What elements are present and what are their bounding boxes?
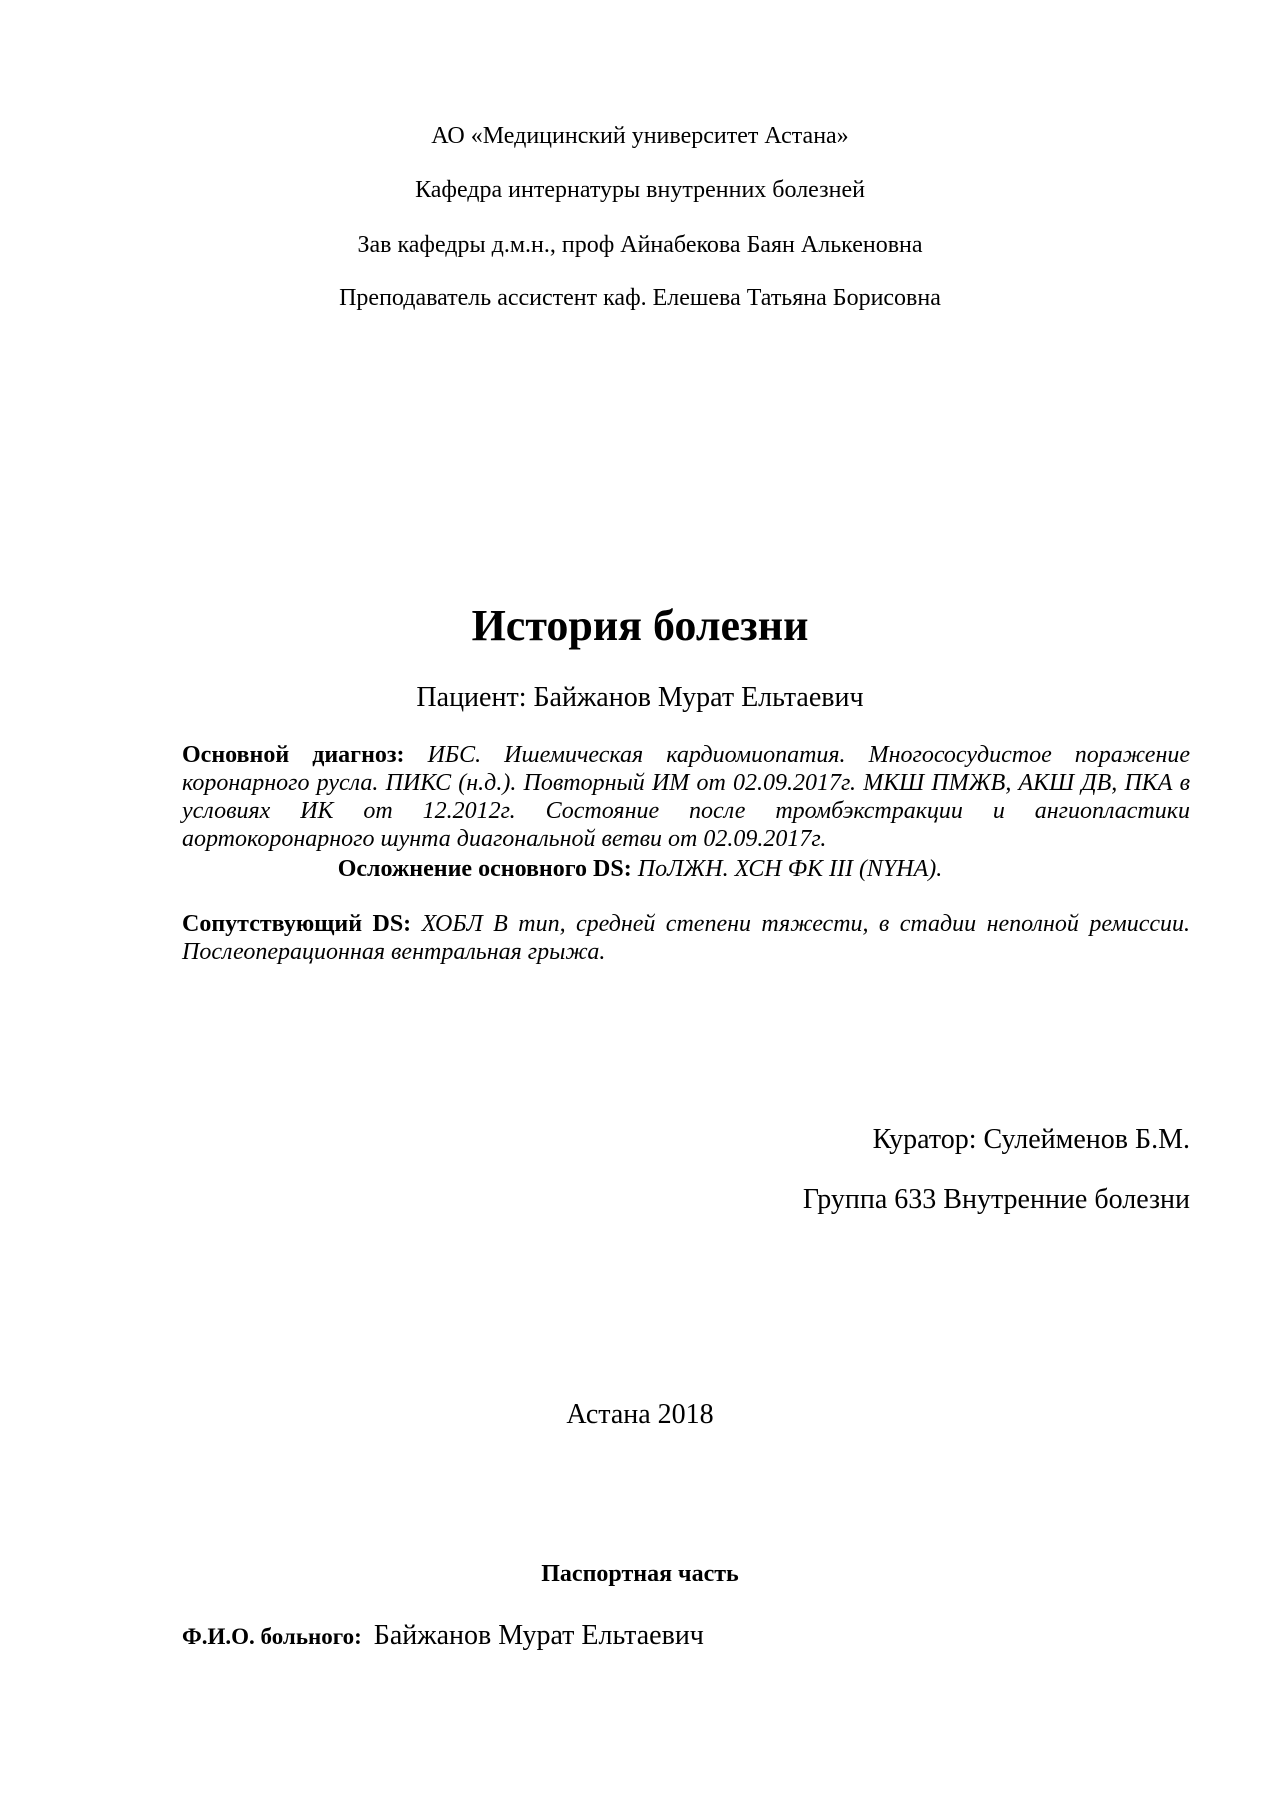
patient-line: Пациент: Байжанов Мурат Ельтаевич	[416, 682, 864, 713]
main-diagnosis-label: Основной диагноз:	[182, 742, 405, 768]
city-year: Астана 2018	[566, 1399, 714, 1430]
main-diagnosis	[182, 741, 1190, 853]
teacher-name: Преподаватель ассистент каф. Елешева Татьяна Борисовна	[339, 285, 941, 311]
department-name: Кафедра интернатуры внутренних болезней	[415, 177, 865, 203]
passport-section-title: Паспортная часть	[541, 1561, 739, 1587]
group-line: Группа 633 Внутренние болезни	[802, 1184, 1190, 1215]
main-diagnosis-text: ИБС. Ишемическая кардиомиопатия. Многососудистое поражение коронарного русла. ПИКС (н.д.). Повторный ИМ от 02.09.2017г. МКШ ПМЖВ, АКШ ДВ, ПКА в условиях ИК от 12.2012г. Состояние после тромбэкстракции и ангиопластики аортокоронарного шунта диагональной ветви от 02.09.2017г.	[182, 742, 1191, 852]
head-of-department: Зав кафедры д.м.н., проф Айнабекова Баян Алькеновна	[357, 232, 923, 258]
fio-value: Байжанов Мурат Ельтаевич	[373, 1620, 704, 1651]
complication	[0, 855, 1280, 883]
complication-text: ПоЛЖН. ХСН ФК III (NYHA).	[637, 856, 943, 882]
fio-label: Ф.И.О. больного:	[182, 1624, 362, 1649]
institution-name: АО «Медицинский университет Астана»	[431, 123, 849, 149]
document-title: История болезни	[471, 601, 809, 650]
curator-line: Куратор: Сулейменов Б.М.	[872, 1124, 1190, 1155]
complication-label: Осложнение основного DS:	[337, 856, 632, 882]
patient-fio	[182, 1620, 704, 1652]
concomitant-diagnosis	[182, 910, 1190, 966]
concomitant-text: ХОБЛ В тип, средней степени тяжести, в стадии неполной ремиссии. Послеоперационная вентральная грыжа.	[182, 911, 1191, 965]
concomitant-label: Сопутствующий DS:	[182, 911, 412, 937]
